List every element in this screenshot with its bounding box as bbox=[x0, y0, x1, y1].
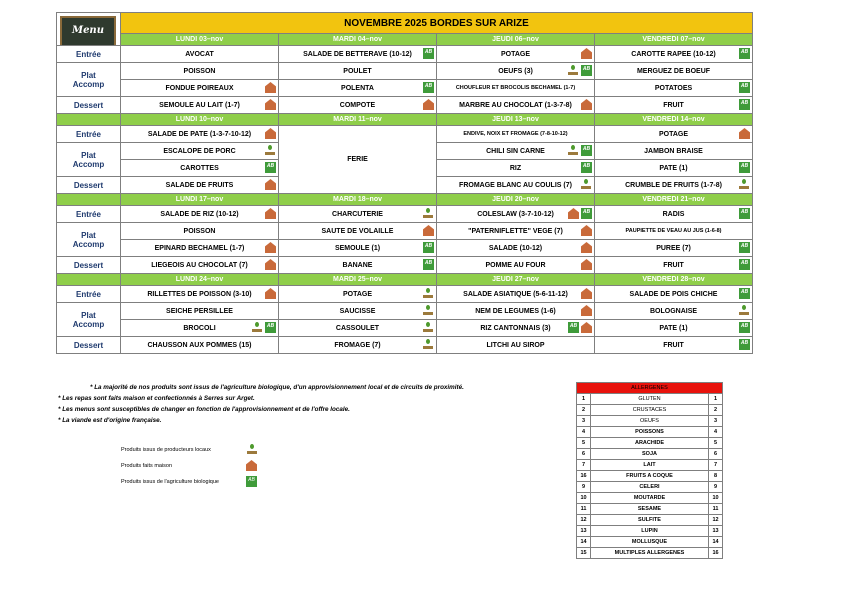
dish-plat bbox=[595, 303, 753, 320]
note: * Les repas sont faits maison et confectionnés à Serres sur Arget. bbox=[58, 395, 255, 402]
dish-label: MARBRE AU CHOCOLAT (1-3-7-8) bbox=[459, 101, 572, 109]
homemade-icon bbox=[246, 460, 257, 471]
dish-accomp bbox=[437, 80, 595, 97]
allergen-number: 12 bbox=[709, 515, 723, 526]
allergen-name: SULFITE bbox=[591, 515, 709, 526]
dish-label: SALADE DE RIZ (10-12) bbox=[160, 210, 239, 218]
dish-dessert bbox=[595, 177, 753, 194]
dish-label: PAUPIETTE DE VEAU AU JUS (1-6-8) bbox=[625, 228, 722, 234]
holiday-cell: FERIE bbox=[279, 126, 437, 194]
allergen-row bbox=[577, 537, 723, 548]
organic-icon bbox=[739, 242, 750, 253]
homemade-icon bbox=[265, 128, 276, 139]
homemade-icon bbox=[265, 179, 276, 190]
allergen-number: 5 bbox=[577, 438, 591, 449]
dish-label: CHAUSSON AUX POMMES (15) bbox=[147, 341, 252, 349]
dish-label: POMME AU FOUR bbox=[485, 261, 546, 269]
dish-label: CHARCUTERIE bbox=[332, 210, 383, 218]
dish-entree bbox=[437, 206, 595, 223]
dish-entree bbox=[121, 126, 279, 143]
category-accomp: Accomp bbox=[72, 159, 105, 169]
dish-label: SEMOULE AU LAIT (1-7) bbox=[159, 101, 240, 109]
allergen-name: OEUFS bbox=[591, 416, 709, 427]
allergen-number: 9 bbox=[577, 482, 591, 493]
dish-label: SEMOULE (1) bbox=[334, 244, 381, 252]
category-plat: Plat bbox=[81, 310, 96, 320]
allergen-name: GLUTEN bbox=[591, 394, 709, 405]
dish-entree bbox=[279, 206, 437, 223]
dish-label: POLENTA bbox=[341, 84, 374, 92]
local-producer-icon bbox=[422, 208, 434, 219]
dish-label: JAMBON BRAISE bbox=[644, 147, 703, 155]
category-plat: Plat bbox=[81, 230, 96, 240]
dish-dessert bbox=[121, 337, 279, 354]
dish-dessert bbox=[279, 97, 437, 114]
local-producer-icon bbox=[422, 339, 434, 350]
category-plat-accomp bbox=[57, 223, 121, 257]
dish-label: POULET bbox=[343, 67, 372, 75]
allergen-row bbox=[577, 548, 723, 559]
day-header: LUNDI 24–nov bbox=[121, 274, 279, 286]
allergen-number: 16 bbox=[577, 471, 591, 482]
dish-dessert bbox=[595, 337, 753, 354]
week-header-spacer bbox=[57, 274, 121, 286]
allergen-row bbox=[577, 427, 723, 438]
allergen-row bbox=[577, 449, 723, 460]
dish-label: POTAGE bbox=[658, 130, 689, 138]
legend-item: Produits faits maison bbox=[121, 460, 261, 476]
category-entree: Entrée bbox=[57, 126, 121, 143]
allergen-number: 3 bbox=[577, 416, 591, 427]
category-accomp: Accomp bbox=[72, 319, 105, 329]
organic-icon bbox=[739, 208, 750, 219]
organic-icon bbox=[423, 48, 434, 59]
dish-label: BOLOGNAISE bbox=[649, 307, 698, 315]
allergen-row bbox=[577, 526, 723, 537]
category-plat: Plat bbox=[81, 70, 96, 80]
allergen-row bbox=[577, 493, 723, 504]
dish-label: SALADE (10-12) bbox=[488, 244, 543, 252]
week-header-spacer bbox=[57, 114, 121, 126]
organic-icon bbox=[739, 322, 750, 333]
dish-dessert bbox=[595, 257, 753, 274]
dish-label: COMPOTE bbox=[339, 101, 376, 109]
allergen-number: 3 bbox=[709, 416, 723, 427]
allergen-name: MOLLUSQUE bbox=[591, 537, 709, 548]
organic-icon bbox=[739, 339, 750, 350]
dish-entree bbox=[595, 46, 753, 63]
dish-accomp bbox=[121, 80, 279, 97]
dish-label: RILLETTES DE POISSON (3-10) bbox=[147, 290, 252, 298]
day-header: LUNDI 03–nov bbox=[121, 34, 279, 46]
icon-legend bbox=[121, 444, 261, 492]
dish-plat bbox=[595, 63, 753, 80]
allergen-name: CELERI bbox=[591, 482, 709, 493]
dish-label: SAUTE DE VOLAILLE bbox=[321, 227, 394, 235]
dish-accomp bbox=[595, 80, 753, 97]
dish-label: RIZ bbox=[509, 164, 522, 172]
allergen-number: 10 bbox=[577, 493, 591, 504]
category-plat-accomp bbox=[57, 63, 121, 97]
category-entree: Entrée bbox=[57, 206, 121, 223]
dish-accomp bbox=[121, 160, 279, 177]
dish-label: EPINARD BECHAMEL (1-7) bbox=[154, 244, 245, 252]
dish-accomp bbox=[279, 240, 437, 257]
dish-accomp bbox=[279, 320, 437, 337]
dish-label: SEICHE PERSILLEE bbox=[166, 307, 233, 315]
dish-label: FRUIT bbox=[663, 261, 684, 269]
dish-label: FRUIT bbox=[663, 101, 684, 109]
category-dessert: Dessert bbox=[57, 177, 121, 194]
dish-dessert bbox=[437, 257, 595, 274]
dish-label: CASSOULET bbox=[335, 324, 380, 332]
homemade-icon bbox=[423, 99, 434, 110]
allergen-row bbox=[577, 438, 723, 449]
dish-plat bbox=[437, 63, 595, 80]
dish-label: ENDIVE, NOIX ET FROMAGE (7-8-10-12) bbox=[463, 131, 568, 137]
organic-icon bbox=[423, 82, 434, 93]
homemade-icon bbox=[265, 288, 276, 299]
dish-label: SALADE DE POIS CHICHE bbox=[629, 290, 718, 298]
dish-plat bbox=[437, 303, 595, 320]
local-producer-icon bbox=[422, 305, 434, 316]
organic-icon bbox=[581, 208, 592, 219]
homemade-icon bbox=[581, 305, 592, 316]
day-header: VENDREDI 28–nov bbox=[595, 274, 753, 286]
dish-accomp bbox=[121, 240, 279, 257]
chalkboard-icon: Menu bbox=[60, 16, 116, 46]
dish-entree bbox=[595, 286, 753, 303]
organic-icon bbox=[265, 322, 276, 333]
homemade-icon bbox=[581, 99, 592, 110]
dish-entree bbox=[437, 126, 595, 143]
local-producer-icon bbox=[580, 179, 592, 190]
day-header: LUNDI 10–nov bbox=[121, 114, 279, 126]
allergen-row bbox=[577, 471, 723, 482]
allergen-number: 13 bbox=[709, 526, 723, 537]
organic-icon bbox=[246, 476, 257, 487]
allergen-row bbox=[577, 416, 723, 427]
dish-plat bbox=[279, 223, 437, 240]
dish-dessert bbox=[437, 97, 595, 114]
local-producer-icon bbox=[422, 288, 434, 299]
dish-entree bbox=[595, 206, 753, 223]
allergen-name: POISSONS bbox=[591, 427, 709, 438]
organic-icon bbox=[423, 242, 434, 253]
dish-accomp bbox=[437, 320, 595, 337]
allergen-row bbox=[577, 515, 723, 526]
dish-dessert bbox=[595, 97, 753, 114]
homemade-icon bbox=[423, 225, 434, 236]
week-header-spacer bbox=[57, 194, 121, 206]
dish-label: LITCHI AU SIROP bbox=[486, 341, 545, 349]
day-header: JEUDI 27–nov bbox=[437, 274, 595, 286]
dish-accomp bbox=[595, 320, 753, 337]
dish-accomp bbox=[279, 80, 437, 97]
dish-label: RIZ CANTONNAIS (3) bbox=[480, 324, 551, 332]
allergen-row bbox=[577, 394, 723, 405]
homemade-icon bbox=[739, 128, 750, 139]
local-producer-icon bbox=[738, 305, 750, 316]
allergen-number: 8 bbox=[709, 471, 723, 482]
dish-plat bbox=[437, 143, 595, 160]
organic-icon bbox=[739, 82, 750, 93]
local-producer-icon bbox=[246, 444, 258, 455]
dish-label: COLESLAW (3-7-10-12) bbox=[477, 210, 554, 218]
day-header: JEUDI 06–nov bbox=[437, 34, 595, 46]
dish-label: RADIS bbox=[662, 210, 685, 218]
day-header: VENDREDI 07–nov bbox=[595, 34, 753, 46]
legend-item: Produits issus de producteurs locaux bbox=[121, 444, 261, 460]
allergen-number: 4 bbox=[709, 427, 723, 438]
allergen-row bbox=[577, 405, 723, 416]
dish-label: CRUMBLE DE FRUITS (1-7-8) bbox=[625, 181, 722, 189]
local-producer-icon bbox=[264, 145, 276, 156]
dish-label: MERGUEZ DE BOEUF bbox=[636, 67, 711, 75]
organic-icon bbox=[739, 288, 750, 299]
category-entree: Entrée bbox=[57, 46, 121, 63]
note: * La majorité de nos produits sont issus de l'agriculture biologique, d'un approvisionnement local et de circuits de proximité. bbox=[90, 384, 464, 391]
dish-entree bbox=[121, 46, 279, 63]
allergen-number: 1 bbox=[709, 394, 723, 405]
allergen-number: 7 bbox=[709, 460, 723, 471]
dish-plat bbox=[121, 223, 279, 240]
dish-label: SALADE DE FRUITS bbox=[165, 181, 234, 189]
dish-label: FROMAGE BLANC AU COULIS (7) bbox=[459, 181, 572, 189]
dish-accomp bbox=[121, 320, 279, 337]
dish-plat bbox=[595, 223, 753, 240]
dish-plat bbox=[595, 143, 753, 160]
dish-label: CAROTTES bbox=[180, 164, 219, 172]
allergen-number: 9 bbox=[709, 482, 723, 493]
allergen-number: 12 bbox=[577, 515, 591, 526]
note: * La viande est d'origine française. bbox=[58, 417, 162, 424]
allergen-number: 4 bbox=[577, 427, 591, 438]
homemade-icon bbox=[568, 208, 579, 219]
dish-dessert bbox=[437, 337, 595, 354]
allergen-title: ALLERGENES bbox=[577, 383, 723, 394]
organic-icon bbox=[568, 322, 579, 333]
page-title: NOVEMBRE 2025 BORDES SUR ARIZE bbox=[121, 13, 753, 34]
dish-label: NEM DE LEGUMES (1-6) bbox=[475, 307, 556, 315]
allergen-table bbox=[576, 382, 723, 559]
allergen-name: FRUITS A COQUE bbox=[591, 471, 709, 482]
allergen-number: 15 bbox=[577, 548, 591, 559]
category-accomp: Accomp bbox=[72, 79, 105, 89]
local-producer-icon bbox=[567, 65, 579, 76]
dish-dessert bbox=[437, 177, 595, 194]
dish-accomp bbox=[595, 160, 753, 177]
day-header: JEUDI 20–nov bbox=[437, 194, 595, 206]
dish-dessert bbox=[279, 257, 437, 274]
day-header: MARDI 18–nov bbox=[279, 194, 437, 206]
category-dessert: Dessert bbox=[57, 97, 121, 114]
dish-dessert bbox=[121, 177, 279, 194]
allergen-number: 2 bbox=[709, 405, 723, 416]
allergen-number: 6 bbox=[577, 449, 591, 460]
allergen-name: CRUSTACES bbox=[591, 405, 709, 416]
organic-icon bbox=[739, 162, 750, 173]
allergen-name: LAIT bbox=[591, 460, 709, 471]
dish-label: FONDUE POIREAUX bbox=[165, 84, 234, 92]
allergen-name: MOUTARDE bbox=[591, 493, 709, 504]
menu-table bbox=[56, 12, 753, 354]
allergen-number: 13 bbox=[577, 526, 591, 537]
legend-item: Produits issus de l'agriculture biologique AB bbox=[121, 476, 261, 492]
note: * Les menus sont susceptibles de changer en fonction de l'approvisionnement et de l'offre locale. bbox=[58, 406, 350, 413]
organic-icon bbox=[581, 65, 592, 76]
day-header: MARDI 25–nov bbox=[279, 274, 437, 286]
dish-label: LIEGEOIS AU CHOCOLAT (7) bbox=[151, 261, 248, 269]
dish-label: BANANE bbox=[342, 261, 373, 269]
dish-plat bbox=[121, 303, 279, 320]
dish-label: SALADE DE BETTERAVE (10-12) bbox=[303, 50, 412, 58]
homemade-icon bbox=[581, 48, 592, 59]
allergen-row bbox=[577, 482, 723, 493]
dish-label: PATE (1) bbox=[659, 164, 688, 172]
allergen-number: 16 bbox=[709, 548, 723, 559]
organic-icon bbox=[739, 259, 750, 270]
allergen-number: 10 bbox=[709, 493, 723, 504]
allergen-name: SOJA bbox=[591, 449, 709, 460]
allergen-number: 6 bbox=[709, 449, 723, 460]
dish-label: FROMAGE (7) bbox=[334, 341, 381, 349]
dish-dessert bbox=[121, 257, 279, 274]
dish-entree bbox=[437, 46, 595, 63]
local-producer-icon bbox=[567, 145, 579, 156]
category-plat-accomp bbox=[57, 143, 121, 177]
dish-label: PATE (1) bbox=[659, 324, 688, 332]
dish-dessert bbox=[121, 97, 279, 114]
dish-accomp bbox=[437, 240, 595, 257]
category-dessert: Dessert bbox=[57, 257, 121, 274]
day-header: MARDI 04–nov bbox=[279, 34, 437, 46]
organic-icon bbox=[581, 162, 592, 173]
dish-label: BROCOLI bbox=[183, 324, 216, 332]
allergen-number: 7 bbox=[577, 460, 591, 471]
dish-entree bbox=[595, 126, 753, 143]
notes bbox=[58, 382, 558, 426]
homemade-icon bbox=[581, 259, 592, 270]
allergen-name: SESAME bbox=[591, 504, 709, 515]
homemade-icon bbox=[265, 242, 276, 253]
category-entree: Entrée bbox=[57, 286, 121, 303]
dish-label: POISSON bbox=[183, 227, 216, 235]
menu-logo bbox=[57, 13, 121, 46]
organic-icon bbox=[739, 48, 750, 59]
category-plat-accomp bbox=[57, 303, 121, 337]
dish-label: POTATOES bbox=[654, 84, 693, 92]
organic-icon bbox=[423, 259, 434, 270]
dish-entree bbox=[121, 286, 279, 303]
dish-label: POISSON bbox=[183, 67, 216, 75]
homemade-icon bbox=[265, 82, 276, 93]
dish-plat bbox=[279, 303, 437, 320]
allergen-number: 11 bbox=[709, 504, 723, 515]
dish-accomp bbox=[595, 240, 753, 257]
homemade-icon bbox=[581, 322, 592, 333]
local-producer-icon bbox=[738, 179, 750, 190]
allergen-number: 1 bbox=[577, 394, 591, 405]
day-header: JEUDI 13–nov bbox=[437, 114, 595, 126]
dish-plat bbox=[279, 63, 437, 80]
dish-entree bbox=[121, 206, 279, 223]
allergen-number: 11 bbox=[577, 504, 591, 515]
homemade-icon bbox=[265, 208, 276, 219]
dish-plat bbox=[121, 143, 279, 160]
dish-label: CHILI SIN CARNE bbox=[486, 147, 545, 155]
dish-label: PUREE (7) bbox=[656, 244, 691, 252]
dish-label: OEUFS (3) bbox=[498, 67, 533, 75]
day-header: LUNDI 17–nov bbox=[121, 194, 279, 206]
organic-icon bbox=[581, 145, 592, 156]
allergen-number: 14 bbox=[709, 537, 723, 548]
category-dessert: Dessert bbox=[57, 337, 121, 354]
dish-label: POTAGE bbox=[500, 50, 531, 58]
day-header: VENDREDI 14–nov bbox=[595, 114, 753, 126]
organic-icon bbox=[265, 162, 276, 173]
day-header: MARDI 11–nov bbox=[279, 114, 437, 126]
organic-icon bbox=[739, 99, 750, 110]
dish-label: SALADE ASIATIQUE (5-6-11-12) bbox=[463, 290, 568, 298]
allergen-row bbox=[577, 460, 723, 471]
category-plat: Plat bbox=[81, 150, 96, 160]
dish-plat bbox=[437, 223, 595, 240]
dish-accomp bbox=[437, 160, 595, 177]
allergen-number: 14 bbox=[577, 537, 591, 548]
homemade-icon bbox=[581, 225, 592, 236]
day-header: VENDREDI 21–nov bbox=[595, 194, 753, 206]
allergen-number: 5 bbox=[709, 438, 723, 449]
dish-label: POTAGE bbox=[342, 290, 373, 298]
dish-label: "PATERNIFLETTE" VEGE (7) bbox=[468, 227, 563, 235]
local-producer-icon bbox=[251, 322, 263, 333]
allergen-name: LUPIN bbox=[591, 526, 709, 537]
dish-plat bbox=[121, 63, 279, 80]
allergen-name: MULTIPLES ALLERGENES bbox=[591, 548, 709, 559]
dish-label: SAUCISSE bbox=[339, 307, 376, 315]
dish-label: FRUIT bbox=[663, 341, 684, 349]
dish-entree bbox=[437, 286, 595, 303]
allergen-number: 2 bbox=[577, 405, 591, 416]
dish-entree bbox=[279, 46, 437, 63]
homemade-icon bbox=[265, 259, 276, 270]
homemade-icon bbox=[581, 242, 592, 253]
dish-entree bbox=[279, 286, 437, 303]
dish-label: CHOUFLEUR ET BROCOLIS BECHAMEL (1-7) bbox=[455, 85, 576, 91]
dish-label: ESCALOPE DE PORC bbox=[163, 147, 236, 155]
homemade-icon bbox=[265, 99, 276, 110]
dish-label: SALADE DE PATE (1-3-7-10-12) bbox=[147, 130, 252, 138]
dish-label: CAROTTE RAPEE (10-12) bbox=[631, 50, 716, 58]
dish-dessert bbox=[279, 337, 437, 354]
allergen-name: ARACHIDE bbox=[591, 438, 709, 449]
category-accomp: Accomp bbox=[72, 239, 105, 249]
local-producer-icon bbox=[422, 322, 434, 333]
dish-label: AVOCAT bbox=[185, 50, 214, 58]
allergen-row bbox=[577, 504, 723, 515]
homemade-icon bbox=[581, 288, 592, 299]
